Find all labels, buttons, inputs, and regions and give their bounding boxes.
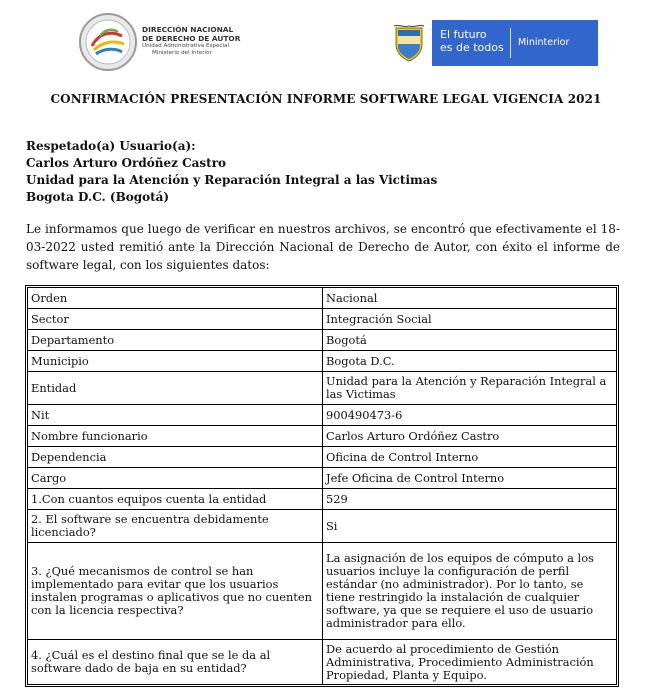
row-label: Sector — [28, 309, 323, 330]
intro-paragraph: Le informamos que luego de verificar en nuestros archivos, se encontró que efectivamente el 18-03-2022 usted remitió ante la Dirección Nacional de Derecho de Autor, con éxito el informe de software legal, con los siguientes datos: — [26, 222, 620, 272]
gov-brand-bar — [432, 20, 598, 66]
dnda-logo-line2: DE DERECHO DE AUTOR — [142, 33, 241, 43]
table-row — [28, 405, 617, 426]
table-row — [28, 510, 617, 543]
report-table-body — [28, 288, 617, 685]
row-label: Departamento — [28, 330, 323, 351]
row-value: Jefe Oficina de Control Interno — [323, 468, 617, 489]
recipient-block — [26, 138, 437, 206]
row-value: Bogotá — [323, 330, 617, 351]
row-label: Cargo — [28, 468, 323, 489]
salutation: Respetado(a) Usuario(a): — [26, 139, 196, 153]
row-label: Entidad — [28, 372, 323, 405]
dnda-logo — [78, 12, 248, 74]
recipient-name: Carlos Arturo Ordóñez Castro — [26, 156, 227, 170]
gov-slogan — [440, 28, 504, 54]
table-row — [28, 288, 617, 309]
coat-of-arms-icon — [392, 24, 426, 62]
row-value: De acuerdo al procedimiento de Gestión Administrativa, Procedimiento Administración Propiedad, Planta y Equipo. — [323, 640, 617, 685]
dnda-logo-text — [142, 26, 252, 57]
row-label: Nit — [28, 405, 323, 426]
row-value: 529 — [323, 489, 617, 510]
table-row — [28, 351, 617, 372]
row-label: Dependencia — [28, 447, 323, 468]
row-value: La asignación de los equipos de cómputo a los usuarios incluye la configuración de perfil estándar (no administrador). Por lo tanto, se tiene restringido la instalación de cualquier software, ya que se requiere el uso de usuario administrador para ello. — [323, 543, 617, 640]
report-table — [27, 287, 617, 685]
table-row — [28, 372, 617, 405]
row-label: 3. ¿Qué mecanismos de control se han implementado para evitar que los usuarios instalen programas o aplicativos que no cuenten con la licencia respectiva? — [28, 543, 323, 640]
row-value: Nacional — [323, 288, 617, 309]
row-value: Integración Social — [323, 309, 617, 330]
recipient-city: Bogota D.C. (Bogotá) — [26, 190, 170, 204]
row-value: Unidad para la Atención y Reparación Integral a las Victimas — [323, 372, 617, 405]
table-row — [28, 543, 617, 640]
document-title: CONFIRMACIÓN PRESENTACIÓN INFORME SOFTWARE LEGAL VIGENCIA 2021 — [50, 92, 602, 106]
table-row — [28, 426, 617, 447]
row-value: Carlos Arturo Ordóñez Castro — [323, 426, 617, 447]
row-label: Municipio — [28, 351, 323, 372]
row-label: 4. ¿Cuál es el destino final que se le da al software dado de baja en su entidad? — [28, 640, 323, 685]
table-row — [28, 468, 617, 489]
gov-slogan-line1: El futuro — [440, 28, 487, 41]
table-row — [28, 447, 617, 468]
row-label: 2. El software se encuentra debidamente licenciado? — [28, 510, 323, 543]
dnda-emblem-icon — [78, 12, 138, 72]
row-value: Bogota D.C. — [323, 351, 617, 372]
dnda-logo-line4: Ministerio del Interior — [152, 50, 212, 56]
row-value: Si — [323, 510, 617, 543]
recipient-entity: Unidad para la Atención y Reparación Integral a las Victimas — [26, 173, 438, 187]
dnda-logo-line3: Unidad Administrativa Especial — [142, 43, 230, 49]
table-row — [28, 489, 617, 510]
row-label: 1.Con cuantos equipos cuenta la entidad — [28, 489, 323, 510]
gov-slogan-line2: es de todos — [440, 41, 504, 54]
document-header — [0, 0, 652, 80]
row-value: 900490473-6 — [323, 405, 617, 426]
table-row — [28, 640, 617, 685]
ministry-name: Mininterior — [518, 37, 570, 48]
government-logo — [386, 20, 598, 66]
table-row — [28, 309, 617, 330]
row-label: Orden — [28, 288, 323, 309]
row-value: Oficina de Control Interno — [323, 447, 617, 468]
row-label: Nombre funcionario — [28, 426, 323, 447]
table-row — [28, 330, 617, 351]
dnda-logo-line1: DIRECCIÓN NACIONAL — [142, 25, 234, 34]
gov-divider — [510, 28, 511, 58]
